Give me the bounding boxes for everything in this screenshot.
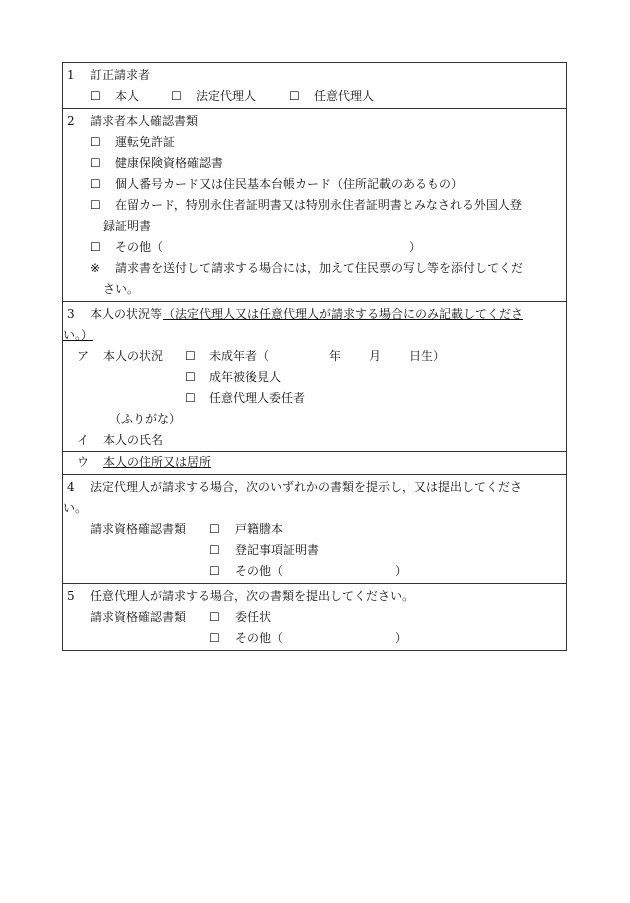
note-text: 請求書を送付して請求する場合には，加えて住民票の写し等を添付してくだ (115, 261, 524, 275)
year-label: 年 (329, 349, 342, 363)
name-label: 本人の氏名 (103, 433, 164, 447)
checkbox-health-insurance[interactable]: ☐ (90, 156, 101, 170)
checkbox-my-number-card[interactable]: ☐ (90, 177, 101, 191)
option-label: 成年被後見人 (209, 370, 282, 384)
address-label: 本人の住所又は居所 (103, 455, 212, 469)
name-field[interactable] (63, 430, 566, 452)
section-requester (63, 63, 566, 108)
checkbox-drivers-license[interactable]: ☐ (90, 135, 101, 149)
option-label: 在留カード，特別永住者証明書又は特別永住者証明書とみなされる外国人登 (115, 198, 522, 212)
option-label: 健康保険資格確認書 (115, 156, 224, 170)
note-text-continued: さい。 (103, 282, 140, 296)
section-id-documents (63, 108, 566, 301)
section-number: 5 (67, 589, 75, 603)
option-label: 登記事項証明書 (235, 543, 320, 557)
checkbox-residence-card[interactable]: ☐ (90, 198, 101, 212)
checkbox-power-of-attorney[interactable]: ☐ (209, 610, 220, 624)
checkbox-registry-certificate[interactable]: ☐ (209, 543, 220, 557)
checkbox-voluntary-agent[interactable]: ☐ (289, 89, 300, 103)
section-condition-continued: い。） (63, 328, 94, 342)
checkbox-minor[interactable]: ☐ (185, 349, 196, 363)
section-number: 2 (67, 114, 75, 128)
paren-close: ） (395, 631, 408, 645)
documents-label: 請求資格確認書類 (90, 610, 187, 624)
option-label: 個人番号カード又は住民基本台帳カード（住所記載のあるもの） (115, 177, 464, 191)
item-mark: ウ (77, 455, 90, 469)
option-label: 任意代理人 (314, 89, 375, 103)
checkbox-self[interactable]: ☐ (90, 89, 101, 103)
option-label: その他（ (235, 564, 284, 578)
section-voluntary-agent-docs (63, 583, 566, 650)
option-label: 法定代理人 (196, 89, 257, 103)
checkbox-legal-agent[interactable]: ☐ (171, 89, 182, 103)
option-label: 運転免許証 (115, 135, 176, 149)
month-label: 月 (369, 349, 382, 363)
section-person-status (63, 301, 566, 474)
item-mark: ア (77, 349, 90, 363)
option-label: 任意代理人委任者 (209, 391, 306, 405)
option-label: 未成年者（ (209, 349, 270, 363)
checkbox-family-register[interactable]: ☐ (209, 522, 220, 536)
status-label: 本人の状況 (103, 349, 164, 363)
option-label-continued: 録証明書 (103, 219, 152, 233)
checkbox-other[interactable]: ☐ (209, 631, 220, 645)
note-mark: ※ (90, 261, 101, 275)
checkbox-other[interactable]: ☐ (209, 564, 220, 578)
furigana-label: （ふりがな） (109, 412, 182, 426)
section-text-continued: い。 (63, 501, 88, 515)
section-title: 訂正請求者 (90, 68, 151, 82)
option-label: その他（ (115, 240, 164, 254)
section-title: 請求者本人確認書類 (90, 114, 199, 128)
section-text: 法定代理人が請求する場合，次のいずれかの書類を提示し，又は提出してくださ (90, 480, 523, 494)
item-mark: イ (77, 433, 90, 447)
section-number: 3 (67, 307, 75, 321)
section-condition: （法定代理人又は任意代理人が請求する場合にのみ記載してくださ (163, 307, 524, 321)
section-number: 4 (67, 480, 75, 494)
paren-close: ） (409, 240, 422, 254)
section-title: 本人の状況等 (90, 307, 163, 321)
paren-close: ） (395, 564, 408, 578)
option-label: 戸籍謄本 (235, 522, 284, 536)
option-label: その他（ (235, 631, 284, 645)
section-number: 1 (67, 68, 75, 82)
section-legal-agent-docs (63, 474, 566, 583)
request-form-table (62, 62, 567, 651)
documents-label: 請求資格確認書類 (90, 522, 187, 536)
checkbox-principal[interactable]: ☐ (185, 391, 196, 405)
checkbox-adult-ward[interactable]: ☐ (185, 370, 196, 384)
section-text: 任意代理人が請求する場合，次の書類を提出してください。 (90, 589, 415, 603)
day-label: 日生） (409, 349, 446, 363)
option-label: 委任状 (235, 610, 272, 624)
checkbox-other[interactable]: ☐ (90, 240, 101, 254)
option-label: 本人 (115, 89, 140, 103)
address-field[interactable] (63, 452, 566, 473)
